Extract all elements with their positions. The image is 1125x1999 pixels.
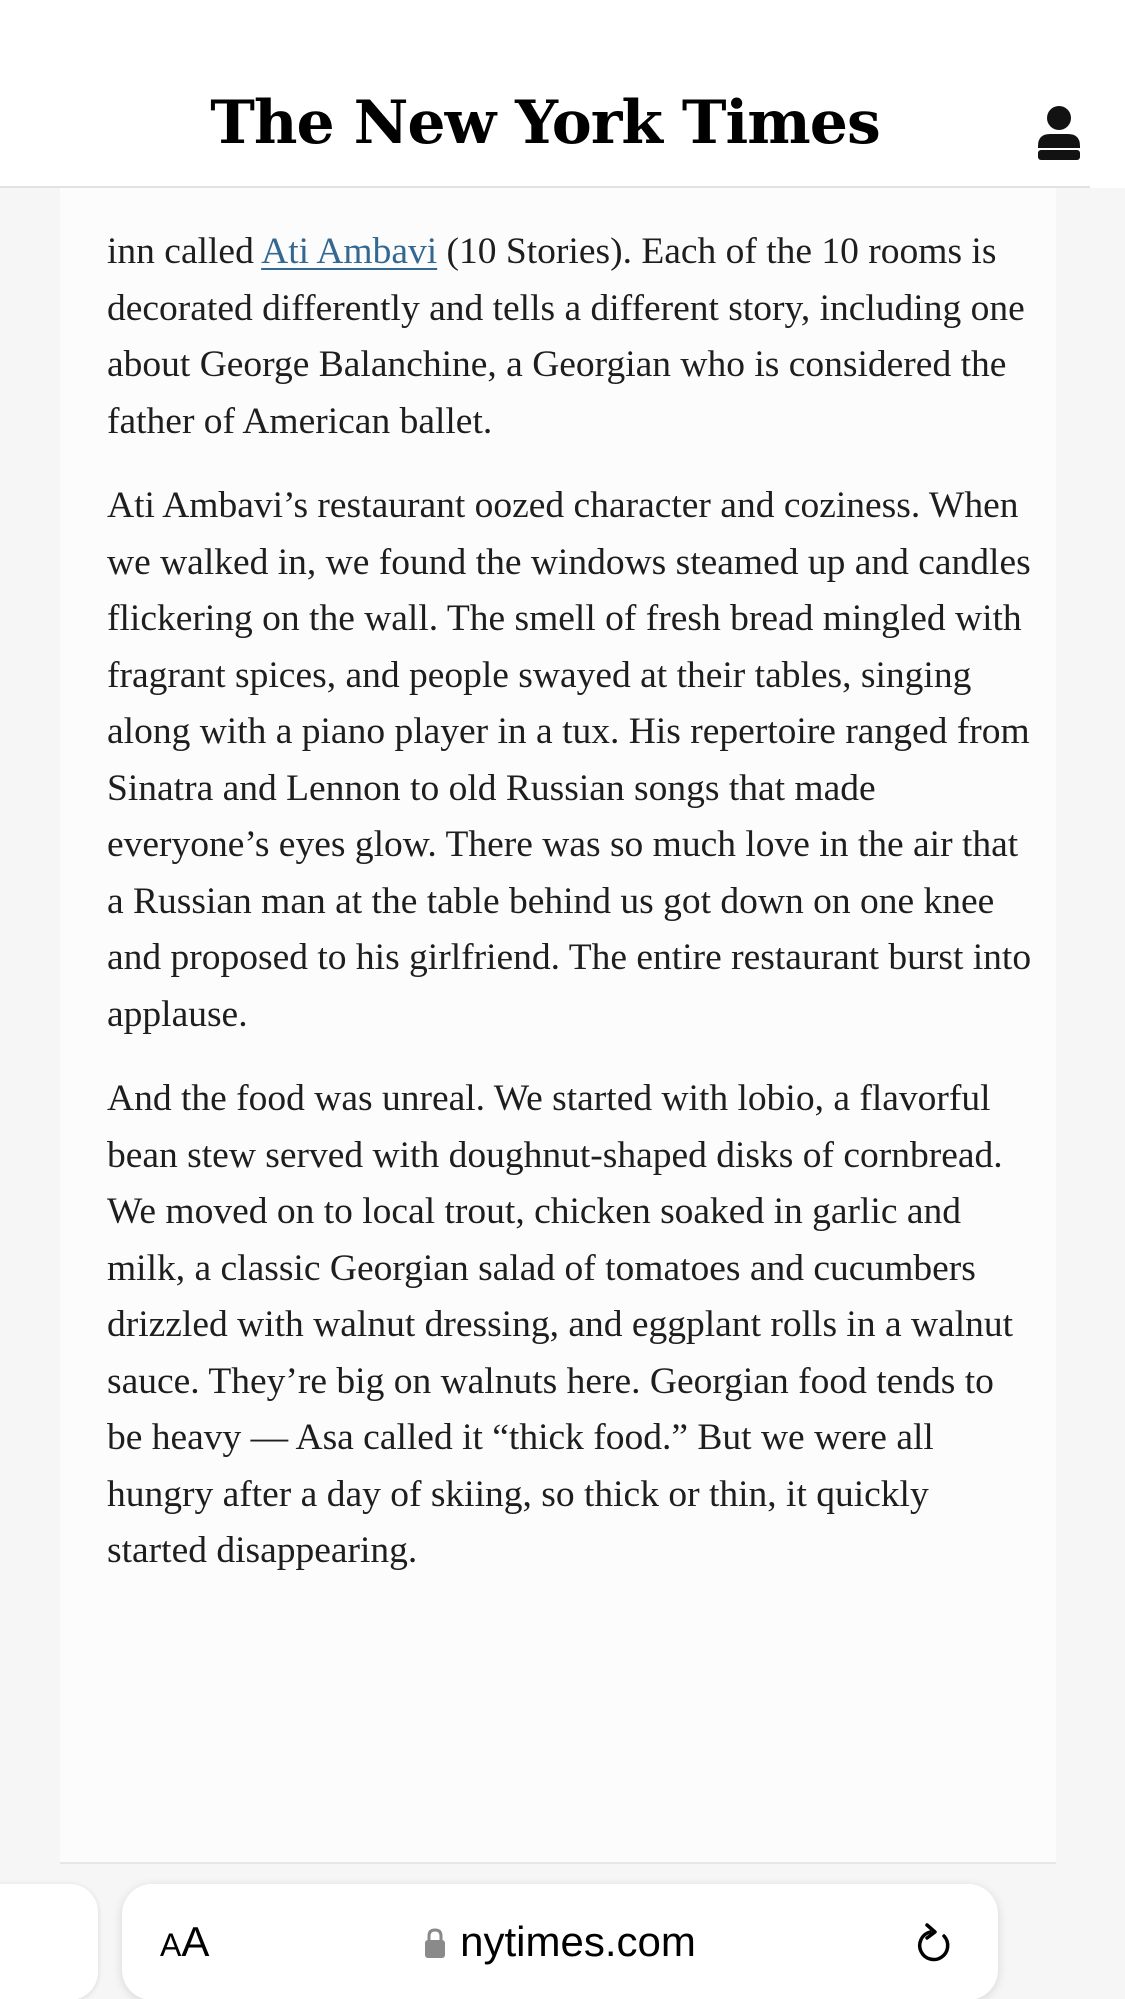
toolbar-divider: [60, 1862, 1056, 1864]
text-size-small-label: A: [160, 1927, 182, 1963]
reload-icon[interactable]: [914, 1922, 954, 1966]
address-bar[interactable]: [122, 1884, 998, 1999]
previous-tab-preview[interactable]: [0, 1884, 98, 1999]
ati-ambavi-link[interactable]: Ati Ambavi: [261, 231, 438, 272]
person-icon[interactable]: [1036, 104, 1082, 160]
article-paragraph: Ati Ambavi’s restaurant oozed character and coziness. When we walked in, we found the windows steamed up and candles flickering on the wall. The smell of fresh bread mingled with fragrant spices, and people swayed at their tables, singing along with a piano player in a tux. His repertoire ranged from Sinatra and Lennon to old Russian songs that made everyone’s eyes glow. There was so much love in the air that a Russian man at the table behind us got down on one knee and proposed to his girlfriend. The entire restaurant burst into applause.: [107, 485, 1032, 1035]
paragraph-text: (10 Stories). Each of the 10 rooms is decorated differently and tells a different story, including one about George Balanchine, a Georgian who is considered the father of American ballet.: [107, 231, 1025, 442]
site-header: [0, 0, 1090, 188]
text-size-large-label: A: [181, 1918, 210, 1965]
article-body: [107, 224, 1037, 1608]
nyt-logo[interactable]: The New York Times: [210, 88, 880, 158]
article-paragraph: And the food was unreal. We started with lobio, a flavorful bean stew served with doughnut-shaped disks of cornbread. We moved on to local trout, chicken soaked in garlic and milk, a classic Georgian salad of tomatoes and cucumbers drizzled with walnut dressing, and eggplant rolls in a walnut sauce. They’re big on walnuts here. Georgian food tends to be heavy — Asa called it “thick food.” But we were all hungry after a day of skiing, so thick or thin, it quickly started disappearing.: [107, 1078, 1014, 1571]
paragraph-text: inn called: [107, 231, 262, 272]
article-paragraph: [107, 224, 1037, 450]
lock-icon: [424, 1927, 446, 1959]
url-text: nytimes.com: [460, 1918, 696, 1965]
url-display[interactable]: [122, 1914, 998, 1970]
